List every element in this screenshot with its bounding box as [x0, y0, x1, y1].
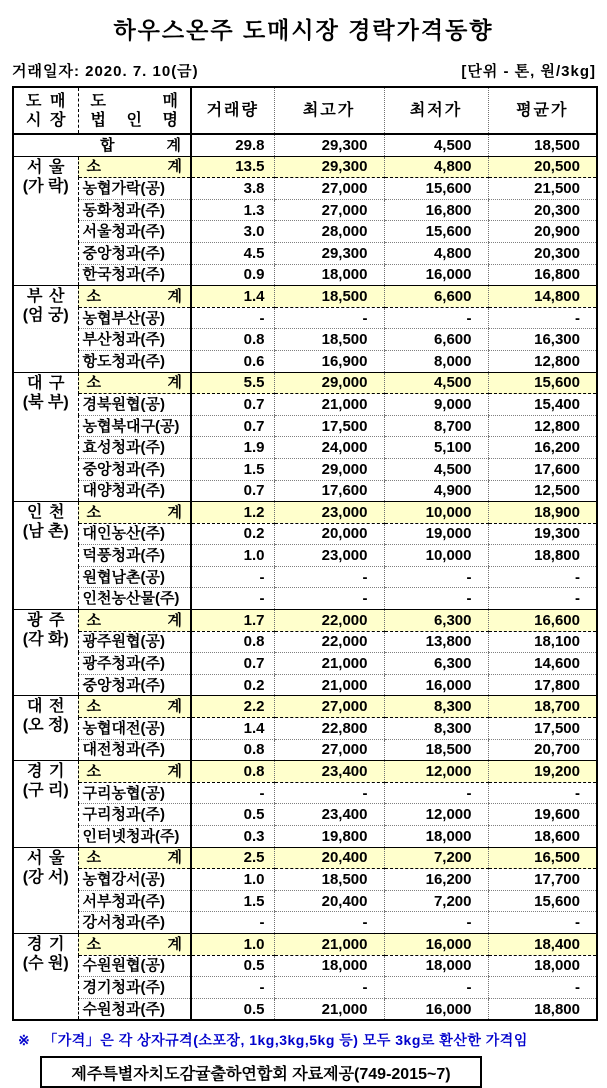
subtotal-label: 소 계: [78, 847, 191, 869]
market-cell: 부 산 (엄 궁): [13, 286, 78, 372]
total-value: 29,300: [274, 134, 384, 156]
market-branch: (강 서): [22, 868, 69, 886]
subtotal-row: [13, 372, 597, 394]
table-row: [13, 437, 597, 459]
price-value: -: [384, 912, 488, 934]
corp-name: 광주청과(주): [78, 653, 191, 675]
table-row: [13, 674, 597, 696]
meta-row: [12, 60, 596, 81]
price-value: 21,000: [274, 394, 384, 416]
subtotal-value: 27,000: [274, 696, 384, 718]
price-value: 0.3: [191, 826, 274, 848]
subtotal-row: [13, 933, 597, 955]
price-value: 18,000: [488, 955, 597, 977]
corp-name: 광주원협(공): [78, 631, 191, 653]
price-value: 16,200: [488, 437, 597, 459]
price-value: 6,300: [384, 653, 488, 675]
subtotal-value: 2.5: [191, 847, 274, 869]
subtotal-value: 16,500: [488, 847, 597, 869]
subtotal-label: 소 계: [78, 502, 191, 524]
header-col-2: 최저가: [384, 87, 488, 134]
price-value: 6,600: [384, 329, 488, 351]
table-row: [13, 998, 597, 1020]
corp-name: 인터넷청과(주): [78, 826, 191, 848]
price-value: -: [488, 307, 597, 329]
price-value: 19,000: [384, 523, 488, 545]
price-value: -: [384, 977, 488, 999]
table-row: [13, 566, 597, 588]
price-value: 20,300: [488, 199, 597, 221]
subtotal-value: 23,400: [274, 761, 384, 783]
market-cell: 경 기 (구 리): [13, 761, 78, 847]
price-value: 4,900: [384, 480, 488, 502]
price-value: -: [274, 782, 384, 804]
price-value: 1.3: [191, 199, 274, 221]
corp-name: 서부청과(주): [78, 890, 191, 912]
subtotal-value: 1.4: [191, 286, 274, 308]
table-row: [13, 242, 597, 264]
corp-name: 대인농산(주): [78, 523, 191, 545]
price-value: 18,500: [384, 739, 488, 761]
header-col-1: 최고가: [274, 87, 384, 134]
table-row: [13, 653, 597, 675]
price-value: 8,000: [384, 350, 488, 372]
subtotal-row: [13, 696, 597, 718]
price-value: 15,600: [488, 890, 597, 912]
trade-date-label: 거래일자: 2020. 7. 10(금): [12, 63, 199, 80]
subtotal-label: 소 계: [78, 761, 191, 783]
price-value: 29,000: [274, 458, 384, 480]
table-row: [13, 307, 597, 329]
price-value: -: [384, 307, 488, 329]
price-value: 17,500: [274, 415, 384, 437]
unit-label: [단위 - 톤, 원/3kg]: [461, 63, 596, 80]
table-row: [13, 782, 597, 804]
market-cell: 대 전 (오 정): [13, 696, 78, 761]
price-value: 8,300: [384, 718, 488, 740]
subtotal-label: 소 계: [78, 933, 191, 955]
price-value: 29,300: [274, 242, 384, 264]
price-value: 4.5: [191, 242, 274, 264]
table-row: [13, 199, 597, 221]
corp-name: 강서청과(주): [78, 912, 191, 934]
price-value: -: [191, 588, 274, 610]
price-value: 16,300: [488, 329, 597, 351]
corp-name: 수원청과(주): [78, 998, 191, 1020]
price-value: 27,000: [274, 178, 384, 200]
subtotal-value: 1.7: [191, 610, 274, 632]
header-market: 도 매 시 장: [13, 87, 78, 134]
price-value: 19,300: [488, 523, 597, 545]
price-value: 15,400: [488, 394, 597, 416]
price-value: -: [488, 977, 597, 999]
subtotal-label: 소 계: [78, 610, 191, 632]
price-value: 1.5: [191, 458, 274, 480]
price-value: 22,000: [274, 631, 384, 653]
table-row: [13, 415, 597, 437]
price-value: 20,700: [488, 739, 597, 761]
table-row: [13, 869, 597, 891]
price-value: 1.0: [191, 869, 274, 891]
corp-name: 대전청과(주): [78, 739, 191, 761]
market-cell: 대 구 (북 부): [13, 372, 78, 502]
subtotal-value: 4,800: [384, 156, 488, 178]
market-cell: 인 천 (남 촌): [13, 502, 78, 610]
corp-name: 농협북대구(공): [78, 415, 191, 437]
price-value: 20,900: [488, 221, 597, 243]
table-header-row: [13, 87, 597, 134]
price-value: 18,500: [274, 869, 384, 891]
price-value: 0.8: [191, 631, 274, 653]
corp-name: 중앙청과(주): [78, 242, 191, 264]
price-value: 7,200: [384, 890, 488, 912]
subtotal-value: 18,500: [274, 286, 384, 308]
subtotal-value: 6,600: [384, 286, 488, 308]
provider-box: [40, 1056, 482, 1088]
corp-name: 농협부산(공): [78, 307, 191, 329]
subtotal-value: 4,500: [384, 372, 488, 394]
market-branch: (오 정): [22, 717, 69, 735]
corp-name: 한국청과(주): [78, 264, 191, 286]
price-value: 20,300: [488, 242, 597, 264]
table-row: [13, 178, 597, 200]
price-value: 22,800: [274, 718, 384, 740]
price-value: 23,000: [274, 545, 384, 567]
price-value: 0.7: [191, 653, 274, 675]
subtotal-value: 18,900: [488, 502, 597, 524]
price-value: -: [191, 782, 274, 804]
price-value: 0.2: [191, 674, 274, 696]
price-value: 12,800: [488, 415, 597, 437]
price-value: 18,800: [488, 998, 597, 1020]
price-value: -: [274, 307, 384, 329]
subtotal-value: 29,000: [274, 372, 384, 394]
subtotal-label: 소 계: [78, 696, 191, 718]
price-value: 3.0: [191, 221, 274, 243]
price-value: 14,600: [488, 653, 597, 675]
price-value: 3.8: [191, 178, 274, 200]
corp-name: 덕풍청과(주): [78, 545, 191, 567]
table-row: [13, 221, 597, 243]
corp-name: 중앙청과(주): [78, 458, 191, 480]
subtotal-row: [13, 847, 597, 869]
corp-name: 서울청과(주): [78, 221, 191, 243]
subtotal-value: 6,300: [384, 610, 488, 632]
market-branch: (구 리): [22, 782, 69, 800]
price-value: 0.8: [191, 329, 274, 351]
price-value: 27,000: [274, 199, 384, 221]
subtotal-value: 15,600: [488, 372, 597, 394]
market-cell: 경 기 (수 원): [13, 933, 78, 1020]
total-value: 4,500: [384, 134, 488, 156]
price-value: 0.7: [191, 480, 274, 502]
table-row: [13, 826, 597, 848]
provider-text: 제주특별자치도감귤출하연합회 자료제공(749-2015~7): [71, 1066, 451, 1084]
header-col-0: 거래량: [191, 87, 274, 134]
table-row: [13, 804, 597, 826]
market-branch: (남 촌): [22, 523, 69, 541]
subtotal-value: 12,000: [384, 761, 488, 783]
price-value: 19,800: [274, 826, 384, 848]
price-value: 4,800: [384, 242, 488, 264]
subtotal-label: 소 계: [78, 286, 191, 308]
price-value: -: [384, 782, 488, 804]
table-row: [13, 718, 597, 740]
table-row: [13, 739, 597, 761]
corp-name: 항도청과(주): [78, 350, 191, 372]
footnote-marker: ※: [18, 1032, 31, 1049]
table-row: [13, 264, 597, 286]
price-value: 0.6: [191, 350, 274, 372]
price-value: -: [274, 977, 384, 999]
corp-name: 원협남촌(공): [78, 566, 191, 588]
price-value: 15,600: [384, 178, 488, 200]
subtotal-value: 16,000: [384, 933, 488, 955]
price-value: 21,000: [274, 674, 384, 696]
market-cell: 서 울 (가 락): [13, 156, 78, 286]
corp-name: 대양청과(주): [78, 480, 191, 502]
price-value: 16,800: [488, 264, 597, 286]
price-value: 0.8: [191, 739, 274, 761]
corp-name: 경북원협(공): [78, 394, 191, 416]
subtotal-value: 8,300: [384, 696, 488, 718]
price-value: 0.2: [191, 523, 274, 545]
price-value: 18,500: [274, 329, 384, 351]
price-value: 16,900: [274, 350, 384, 372]
total-value: 29.8: [191, 134, 274, 156]
price-value: -: [488, 566, 597, 588]
price-value: 12,500: [488, 480, 597, 502]
subtotal-value: 22,000: [274, 610, 384, 632]
subtotal-value: 7,200: [384, 847, 488, 869]
price-value: 18,000: [384, 826, 488, 848]
table-row: [13, 588, 597, 610]
subtotal-value: 1.2: [191, 502, 274, 524]
price-value: -: [191, 912, 274, 934]
price-value: 10,000: [384, 545, 488, 567]
subtotal-value: 18,400: [488, 933, 597, 955]
subtotal-value: 20,400: [274, 847, 384, 869]
table-row: [13, 890, 597, 912]
table-row: [13, 912, 597, 934]
price-value: 0.9: [191, 264, 274, 286]
header-col-3: 평균가: [488, 87, 597, 134]
price-value: 12,800: [488, 350, 597, 372]
subtotal-value: 18,700: [488, 696, 597, 718]
price-value: -: [488, 782, 597, 804]
table-row: [13, 631, 597, 653]
corp-name: 경기청과(주): [78, 977, 191, 999]
price-value: 16,000: [384, 674, 488, 696]
header-corp: 도 매 법 인 명: [78, 87, 191, 134]
subtotal-value: 21,000: [274, 933, 384, 955]
table-row: [13, 458, 597, 480]
footnote: [18, 1030, 607, 1050]
subtotal-row: [13, 610, 597, 632]
price-value: 18,000: [384, 955, 488, 977]
corp-name: 인천농산물(주): [78, 588, 191, 610]
price-value: 8,700: [384, 415, 488, 437]
total-label: 합 계: [13, 134, 191, 156]
price-value: 0.5: [191, 998, 274, 1020]
price-value: -: [274, 588, 384, 610]
corp-name: 중앙청과(주): [78, 674, 191, 696]
price-value: 5,100: [384, 437, 488, 459]
subtotal-value: 16,600: [488, 610, 597, 632]
corp-name: 구리농협(공): [78, 782, 191, 804]
market-branch: (각 화): [22, 631, 69, 649]
subtotal-value: 1.0: [191, 933, 274, 955]
price-value: 15,600: [384, 221, 488, 243]
price-value: -: [488, 912, 597, 934]
price-value: -: [274, 912, 384, 934]
market-branch: (수 원): [22, 954, 69, 972]
subtotal-value: 0.8: [191, 761, 274, 783]
price-value: 28,000: [274, 221, 384, 243]
price-value: 18,600: [488, 826, 597, 848]
price-value: 19,600: [488, 804, 597, 826]
price-value: -: [384, 588, 488, 610]
price-value: 0.5: [191, 804, 274, 826]
price-value: 16,000: [384, 998, 488, 1020]
total-row: [13, 134, 597, 156]
subtotal-value: 13.5: [191, 156, 274, 178]
price-table: [12, 86, 598, 1021]
table-row: [13, 955, 597, 977]
subtotal-value: 20,500: [488, 156, 597, 178]
price-value: -: [488, 588, 597, 610]
price-value: -: [274, 566, 384, 588]
subtotal-row: [13, 502, 597, 524]
price-value: 1.9: [191, 437, 274, 459]
table-row: [13, 977, 597, 999]
table-row: [13, 480, 597, 502]
price-value: 21,000: [274, 998, 384, 1020]
subtotal-row: [13, 761, 597, 783]
price-value: 17,600: [488, 458, 597, 480]
corp-name: 구리청과(주): [78, 804, 191, 826]
table-row: [13, 523, 597, 545]
subtotal-row: [13, 156, 597, 178]
subtotal-label: 소 계: [78, 372, 191, 394]
price-value: 18,000: [274, 264, 384, 286]
price-value: 9,000: [384, 394, 488, 416]
subtotal-row: [13, 286, 597, 308]
price-value: -: [191, 977, 274, 999]
price-value: 0.5: [191, 955, 274, 977]
corp-name: 동화청과(주): [78, 199, 191, 221]
price-value: 20,400: [274, 890, 384, 912]
subtotal-value: 10,000: [384, 502, 488, 524]
price-value: 0.7: [191, 394, 274, 416]
price-value: 16,000: [384, 264, 488, 286]
price-value: 17,800: [488, 674, 597, 696]
corp-name: 부산청과(주): [78, 329, 191, 351]
table-row: [13, 350, 597, 372]
table-row: [13, 545, 597, 567]
price-value: -: [191, 307, 274, 329]
corp-name: 농협강서(공): [78, 869, 191, 891]
price-value: 18,100: [488, 631, 597, 653]
price-value: 16,200: [384, 869, 488, 891]
footnote-text: 「가격」은 각 상자규격(소포장, 1kg,3kg,5kg 등) 모두 3kg로 환산한 가격임: [43, 1032, 528, 1049]
price-value: 27,000: [274, 739, 384, 761]
subtotal-value: 14,800: [488, 286, 597, 308]
price-value: 21,500: [488, 178, 597, 200]
price-value: -: [191, 566, 274, 588]
price-value: 1.4: [191, 718, 274, 740]
price-value: 20,000: [274, 523, 384, 545]
price-value: 16,800: [384, 199, 488, 221]
price-value: 1.5: [191, 890, 274, 912]
market-branch: (엄 궁): [22, 307, 69, 325]
price-value: 13,800: [384, 631, 488, 653]
price-value: 18,000: [274, 955, 384, 977]
price-value: 17,700: [488, 869, 597, 891]
price-value: -: [384, 566, 488, 588]
subtotal-value: 5.5: [191, 372, 274, 394]
market-branch: (가 락): [22, 177, 69, 195]
price-value: 24,000: [274, 437, 384, 459]
market-cell: 광 주 (각 화): [13, 610, 78, 696]
corp-name: 농협대전(공): [78, 718, 191, 740]
price-value: 17,500: [488, 718, 597, 740]
table-row: [13, 394, 597, 416]
page-title: 하우스온주 도매시장 경락가격동향: [113, 17, 494, 43]
table-row: [13, 329, 597, 351]
subtotal-label: 소 계: [78, 156, 191, 178]
subtotal-value: 2.2: [191, 696, 274, 718]
page: [0, 12, 607, 1084]
subtotal-value: 23,000: [274, 502, 384, 524]
corp-name: 수원원협(공): [78, 955, 191, 977]
price-value: 17,600: [274, 480, 384, 502]
price-value: 0.7: [191, 415, 274, 437]
price-value: 4,500: [384, 458, 488, 480]
price-value: 12,000: [384, 804, 488, 826]
price-value: 21,000: [274, 653, 384, 675]
market-cell: 서 울 (강 서): [13, 847, 78, 933]
total-value: 18,500: [488, 134, 597, 156]
price-value: 18,800: [488, 545, 597, 567]
subtotal-value: 19,200: [488, 761, 597, 783]
subtotal-value: 29,300: [274, 156, 384, 178]
price-value: 1.0: [191, 545, 274, 567]
price-value: 23,400: [274, 804, 384, 826]
corp-name: 효성청과(주): [78, 437, 191, 459]
market-branch: (북 부): [22, 393, 69, 411]
corp-name: 농협가락(공): [78, 178, 191, 200]
